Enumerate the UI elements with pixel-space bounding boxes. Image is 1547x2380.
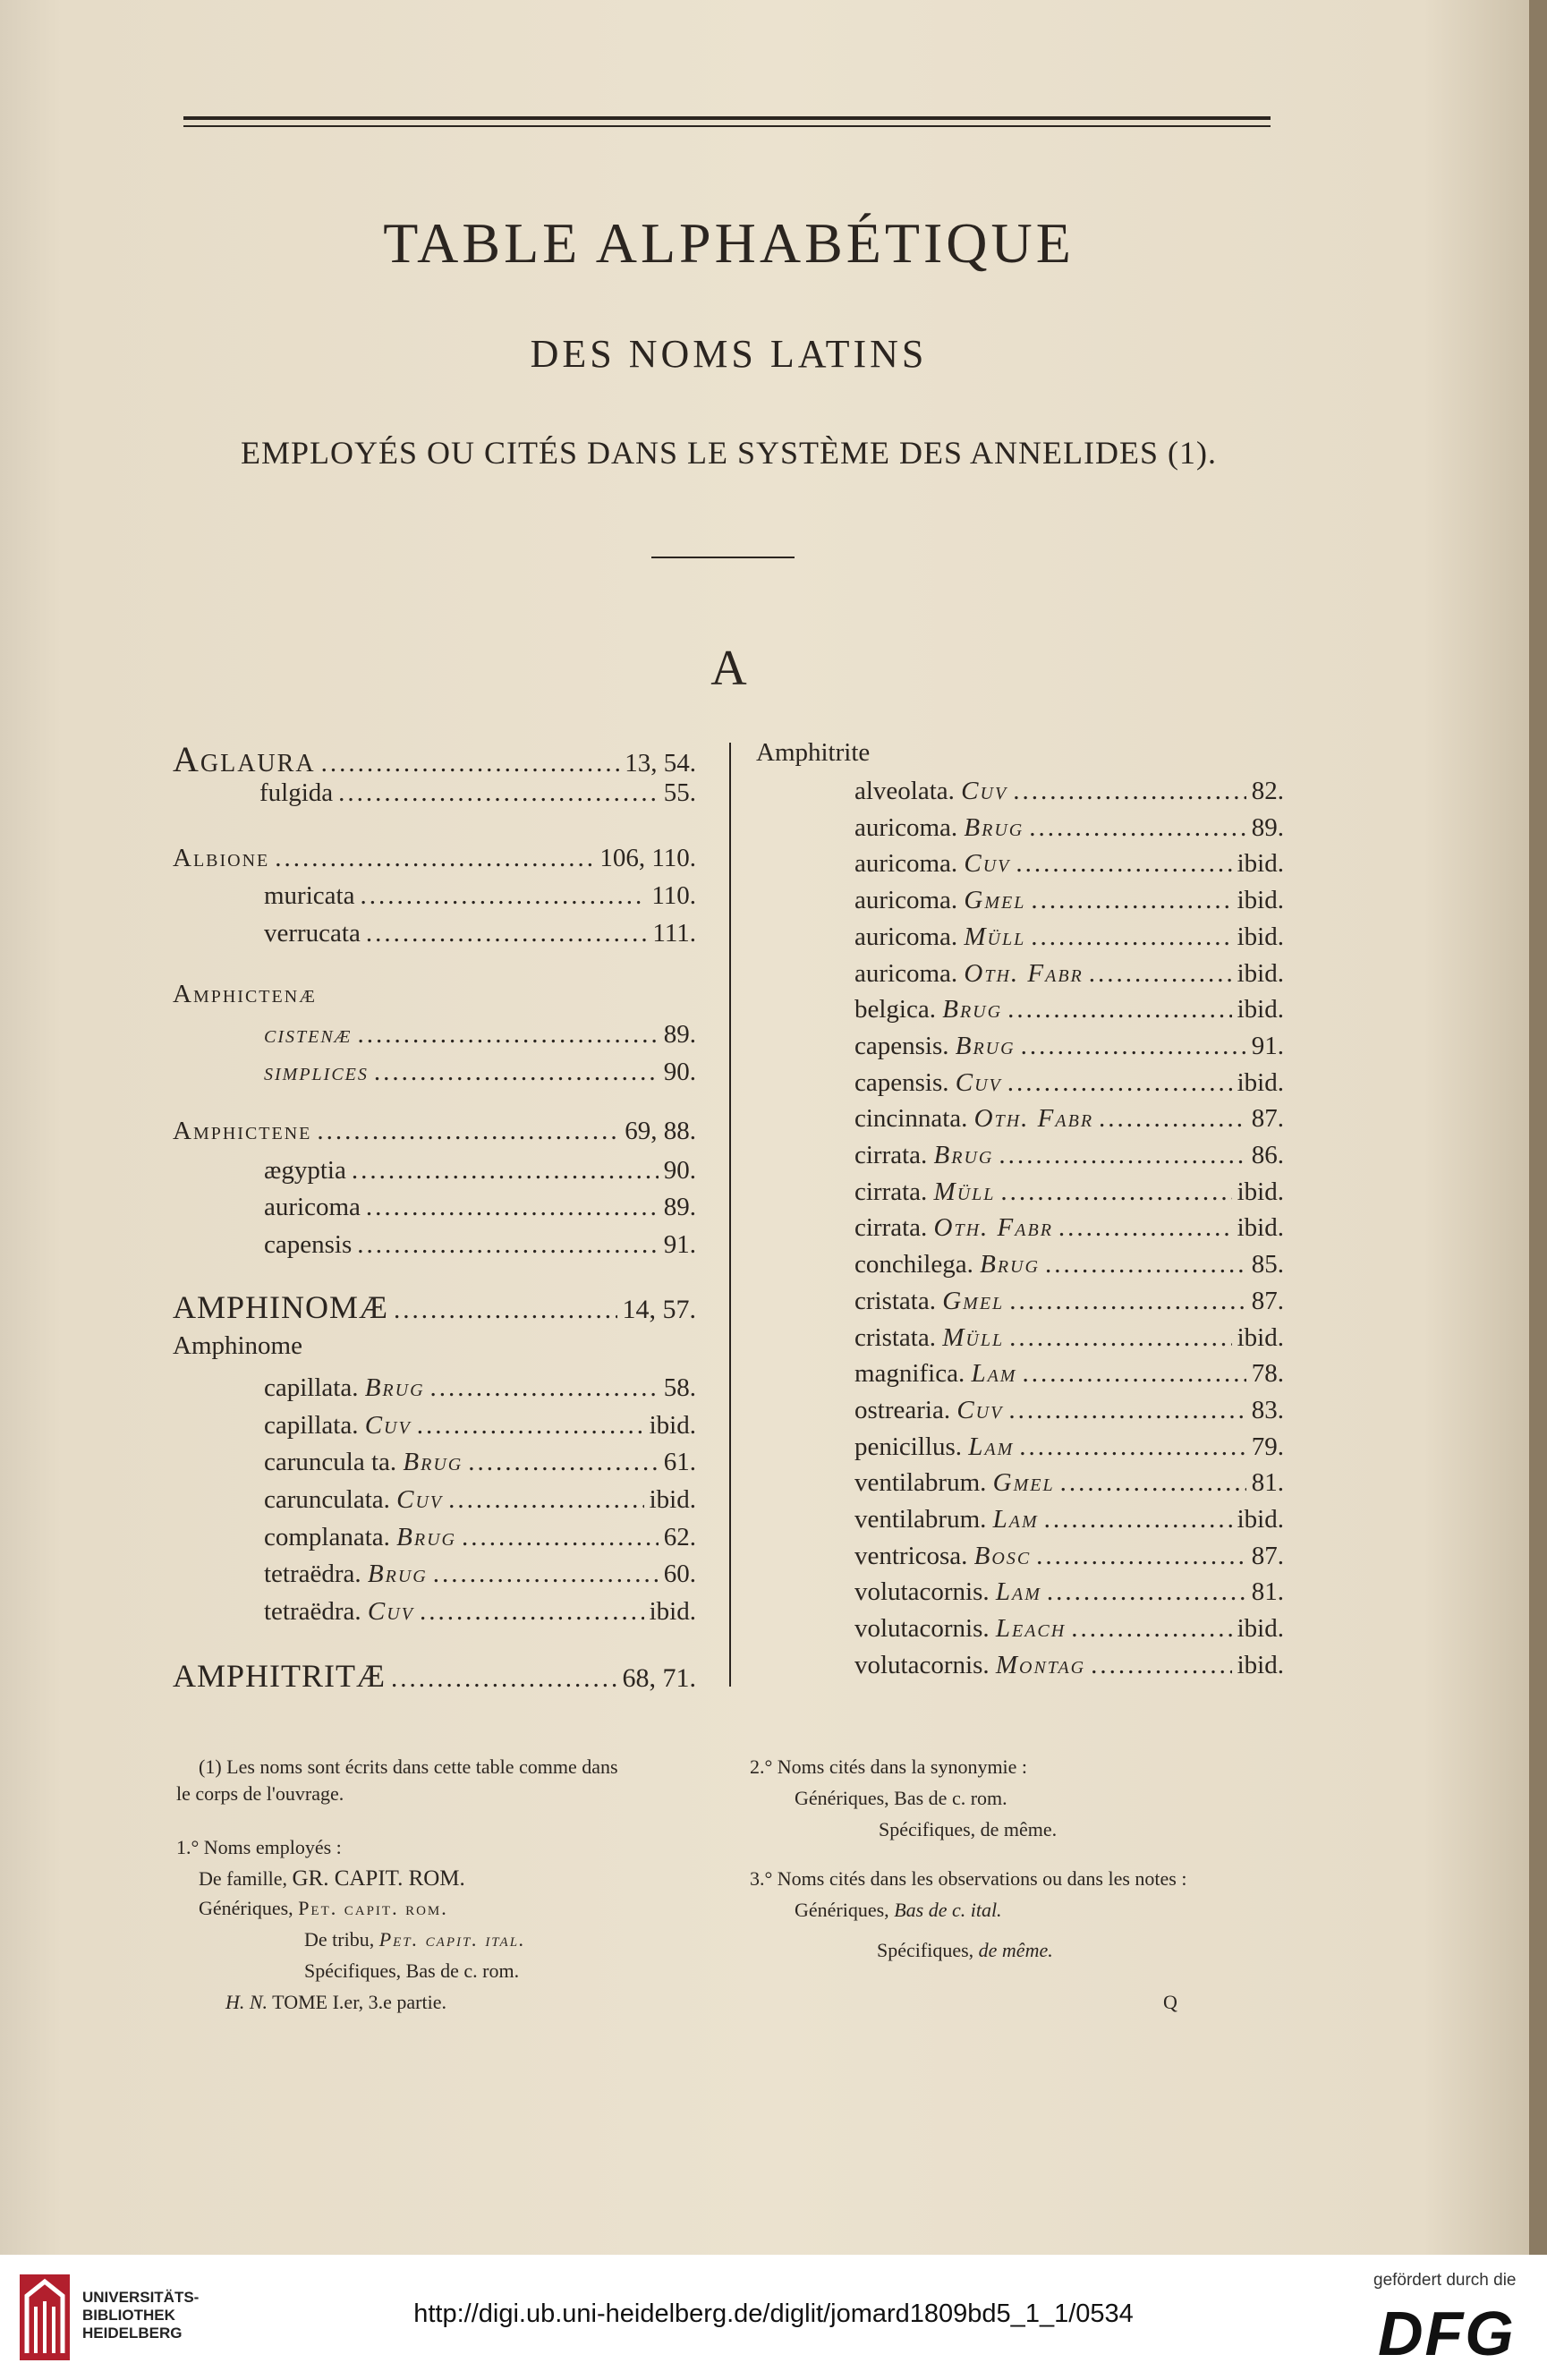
entry-ref: 111. [652,919,696,948]
entry-term: ostrearia. [854,1396,951,1424]
entry-author: Lam [968,1432,1015,1461]
entry-term: auricoma [264,1193,361,1221]
page-subtitle: DES NOMS LATINS [530,332,928,376]
entry-ref: 90. [663,1058,696,1086]
entry-ref: ibid. [1237,1505,1284,1534]
index-entry [854,849,1284,879]
entry-term: Aglaura [173,739,316,779]
entry-ref: ibid. [1237,1614,1284,1643]
footnote-label: De famille, [199,1867,287,1890]
index-entry [854,1104,1284,1134]
entry-ref: ibid. [1237,1213,1284,1242]
library-name-line: UNIVERSITÄTS- [82,2289,200,2306]
dfg-logo-icon: DFG [1378,2299,1516,2368]
entry-ref: ibid. [1237,922,1284,951]
footnote-line [304,1928,526,1951]
page-edge-shadow [1529,0,1547,2255]
entry-term: capillata. [264,1373,359,1402]
index-entry [173,1288,696,1326]
index-entry [854,1177,1284,1207]
entry-ref: 86. [1251,1141,1284,1169]
entry-author: Brug [955,1032,1016,1060]
index-entry [264,919,696,948]
entry-author: Cuv [956,1396,1004,1424]
footnote-line: le corps de l'ouvrage. [176,1782,344,1805]
index-entry [173,1117,696,1146]
index-entry [264,1373,696,1403]
footnote-line: Génériques, Bas de c. rom. [795,1787,1007,1809]
entry-term: ventricosa. [854,1542,968,1570]
entry-ref: 82. [1251,777,1284,805]
entry-author: Cuv [961,777,1008,805]
viewer-footer [0,2255,1547,2380]
index-entry [264,881,696,911]
entry-ref: 69, 88. [625,1117,696,1145]
library-name-line: BIBLIOTHEK [82,2307,175,2325]
footnote-label: Génériques, [795,1899,889,1921]
index-entry [173,738,696,780]
entry-term: tetraëdra. [264,1560,361,1588]
section-letter: A [710,641,747,696]
entry-author: Lam [995,1577,1041,1606]
entry-author: Gmel [942,1287,1005,1315]
entry-term: ægyptia [264,1156,346,1185]
entry-author: Cuv [955,1068,1002,1097]
index-entry [264,1020,696,1050]
entry-term: fulgida [259,778,334,807]
entry-author: Lam [971,1359,1017,1388]
entry-ref: ibid. [1237,886,1284,914]
index-entry [264,1448,696,1477]
entry-ref: ibid. [1237,1323,1284,1352]
entry-ref: ibid. [1237,1651,1284,1679]
entry-author: Müll [964,922,1026,951]
genus-heading: Amphinome [173,1331,302,1360]
family-heading: Amphictenæ [173,980,317,1008]
entry-term: Albione [173,844,270,872]
footnote-value: GR. CAPIT. ROM. [292,1866,465,1891]
index-entry [264,1485,696,1515]
index-entry [264,1411,696,1441]
entry-author: Cuv [964,849,1011,878]
entry-term: cincinnata. [854,1104,968,1133]
entry-term: cirrata. [854,1141,928,1169]
entry-term: capensis [264,1230,353,1259]
entry-ref: 68, 71. [622,1663,696,1693]
entry-term: ventilabrum. [854,1468,987,1497]
entry-author: Cuv [396,1485,444,1514]
entry-term: alveolata. [854,777,955,805]
entry-term: carunculata. [264,1485,390,1514]
entry-term: AMPHITRITÆ [173,1658,387,1694]
index-entry [854,922,1284,952]
entry-term: auricoma. [854,922,958,951]
entry-ref: 81. [1251,1577,1284,1606]
entry-ref: 106, 110. [599,844,696,872]
entry-author: Brug [396,1523,456,1551]
entry-term: penicillus. [854,1432,963,1461]
index-entry [264,1560,696,1589]
index-entry [173,844,696,873]
entry-term: auricoma. [854,813,958,842]
footnote-label: De tribu, [304,1928,375,1951]
entry-ref: ibid. [1237,959,1284,988]
entry-ref: 85. [1251,1250,1284,1279]
entry-author: Brug [367,1560,428,1588]
entry-author: Oth. Fabr [973,1104,1094,1133]
entry-ref: 89. [663,1020,696,1049]
index-entry [854,1323,1284,1353]
entry-ref: 110. [651,881,696,910]
entry-term: cistenæ [264,1020,353,1049]
signature-letter: Q [1163,1991,1177,2013]
entry-ref: 13, 54. [625,749,696,778]
entry-term: cirrata. [854,1213,928,1242]
index-entry [854,1068,1284,1098]
entry-term: capillata. [264,1411,359,1440]
page-title: TABLE ALPHABÉTIQUE [383,211,1075,275]
entry-author: Müll [933,1177,996,1206]
entry-term: auricoma. [854,959,958,988]
footnote-line: 2.° Noms cités dans la synonymie : [750,1755,1028,1778]
index-entry [854,1359,1284,1389]
index-entry [854,1505,1284,1534]
entry-author: Oth. Fabr [964,959,1084,988]
signature-tome: TOME I.er, 3.e partie. [272,1991,446,2013]
index-entry [854,959,1284,989]
entry-author: Lam [992,1505,1039,1534]
entry-author: Brug [942,995,1003,1024]
top-double-rule [183,116,1271,127]
entry-term: cirrata. [854,1177,928,1206]
footnote-value: Pet. capit. rom. [298,1897,448,1919]
index-entry [854,777,1284,806]
entry-ref: 61. [663,1448,696,1476]
footnote-line: (1) Les noms sont écrits dans cette table comme dans [199,1755,618,1778]
entry-author: Gmel [964,886,1026,914]
footnote-line [199,1897,448,1920]
entry-term: belgica. [854,995,936,1024]
entry-term: cristata. [854,1323,936,1352]
entry-author: Brug [980,1250,1040,1279]
entry-ref: 87. [1251,1104,1284,1133]
index-entry [854,1651,1284,1680]
entry-ref: 14, 57. [622,1295,696,1324]
entry-ref: 91. [1251,1032,1284,1060]
entry-term: auricoma. [854,849,958,878]
entry-author: Gmel [992,1468,1055,1497]
index-entry [264,1058,696,1087]
entry-ref: ibid. [649,1485,696,1514]
entry-author: Bosc [973,1542,1032,1570]
footnote-line: 3.° Noms cités dans les observations ou dans les notes : [750,1867,1187,1890]
footnote-line [877,1939,1053,1962]
index-entry [264,1597,696,1627]
signature-hn: H. N. [225,1991,268,2013]
index-entry [854,1032,1284,1061]
entry-ref: 89. [663,1193,696,1221]
entry-author: Leach [995,1614,1067,1643]
entry-term: magnifica. [854,1359,965,1388]
entry-ref: 83. [1251,1396,1284,1424]
footnote-line: 1.° Noms employés : [176,1836,342,1858]
entry-ref: ibid. [649,1411,696,1440]
library-name-line: HEIDELBERG [82,2325,183,2342]
entry-ref: 91. [663,1230,696,1259]
index-entry [264,1230,696,1260]
entry-term: muricata [264,881,355,910]
entry-author: Cuv [364,1411,412,1440]
index-entry [854,1432,1284,1462]
entry-ref: ibid. [1237,995,1284,1024]
entry-term: Amphictene [173,1117,312,1145]
entry-ref: ibid. [1237,849,1284,878]
short-rule [651,557,795,558]
entry-author: Brug [964,813,1024,842]
entry-term: capensis. [854,1032,949,1060]
entry-term: caruncula ta. [264,1448,397,1476]
entry-author: Brug [933,1141,994,1169]
entry-term: verrucata [264,919,361,948]
index-entry [854,995,1284,1024]
index-entry [264,1523,696,1552]
index-entry [854,1141,1284,1170]
footnote-label: Génériques, [199,1897,293,1919]
index-entry [264,1193,696,1222]
entry-term: complanata. [264,1523,390,1551]
entry-ref: 58. [663,1373,696,1402]
entry-term: conchilega. [854,1250,973,1279]
footnote-line [795,1899,1002,1922]
index-entry [854,1542,1284,1571]
entry-ref: 90. [663,1156,696,1185]
index-entry [854,1577,1284,1607]
entry-ref: 87. [1251,1542,1284,1570]
footnote-value: de même. [978,1939,1053,1961]
footnote-line: Spécifiques, Bas de c. rom. [304,1959,520,1982]
page-subtitle-line: EMPLOYÉS OU CITÉS DANS LE SYSTÈME DES ANNELIDES (1). [240,435,1217,471]
entry-ref: ibid. [649,1597,696,1626]
entry-author: Brug [364,1373,425,1402]
index-entry [854,1287,1284,1316]
footnote-value: Bas de c. ital. [894,1899,1002,1921]
index-entry [854,1250,1284,1279]
entry-ref: 60. [663,1560,696,1588]
footnote-line: Spécifiques, de même. [879,1818,1058,1840]
entry-ref: 87. [1251,1287,1284,1315]
entry-ref: 55. [663,778,696,807]
footnote-value: Pet. capit. ital. [378,1928,526,1951]
entry-ref: ibid. [1237,1177,1284,1206]
column-divider [729,743,731,1687]
index-entry [173,1657,696,1695]
footnote-line [199,1866,465,1892]
index-entry [259,778,696,808]
entry-ref: 79. [1251,1432,1284,1461]
entry-term: ventilabrum. [854,1505,987,1534]
entry-term: volutacornis. [854,1651,990,1679]
entry-author: Oth. Fabr [933,1213,1053,1242]
entry-term: auricoma. [854,886,958,914]
entry-ref: 89. [1251,813,1284,842]
index-entry [854,1468,1284,1498]
entry-term: volutacornis. [854,1614,990,1643]
index-entry [264,1156,696,1186]
permalink-url[interactable]: http://digi.ub.uni-heidelberg.de/diglit/jomard1809bd5_1_1/0534 [413,2299,1134,2328]
index-entry [854,813,1284,843]
index-entry [854,1396,1284,1425]
funder-label: gefördert durch die [1373,2271,1517,2290]
entry-term: tetraëdra. [264,1597,361,1626]
index-entry [854,1213,1284,1243]
entry-term: cristata. [854,1287,936,1315]
entry-term: simplices [264,1058,369,1086]
index-entry [854,886,1284,915]
entry-term: capensis. [854,1068,949,1097]
footnote-label: Spécifiques, [877,1939,974,1961]
entry-term: volutacornis. [854,1577,990,1606]
entry-author: Müll [942,1323,1005,1352]
index-entry [854,1614,1284,1644]
entry-author: Montag [995,1651,1086,1679]
signature-line [225,1991,446,2014]
entry-author: Brug [403,1448,463,1476]
entry-ref: 81. [1251,1468,1284,1497]
entry-author: Cuv [367,1597,414,1626]
entry-ref: 62. [663,1523,696,1551]
entry-ref: 78. [1251,1359,1284,1388]
genus-heading: Amphitrite [756,738,871,767]
entry-term: AMPHINOMÆ [173,1289,389,1325]
entry-ref: ibid. [1237,1068,1284,1097]
